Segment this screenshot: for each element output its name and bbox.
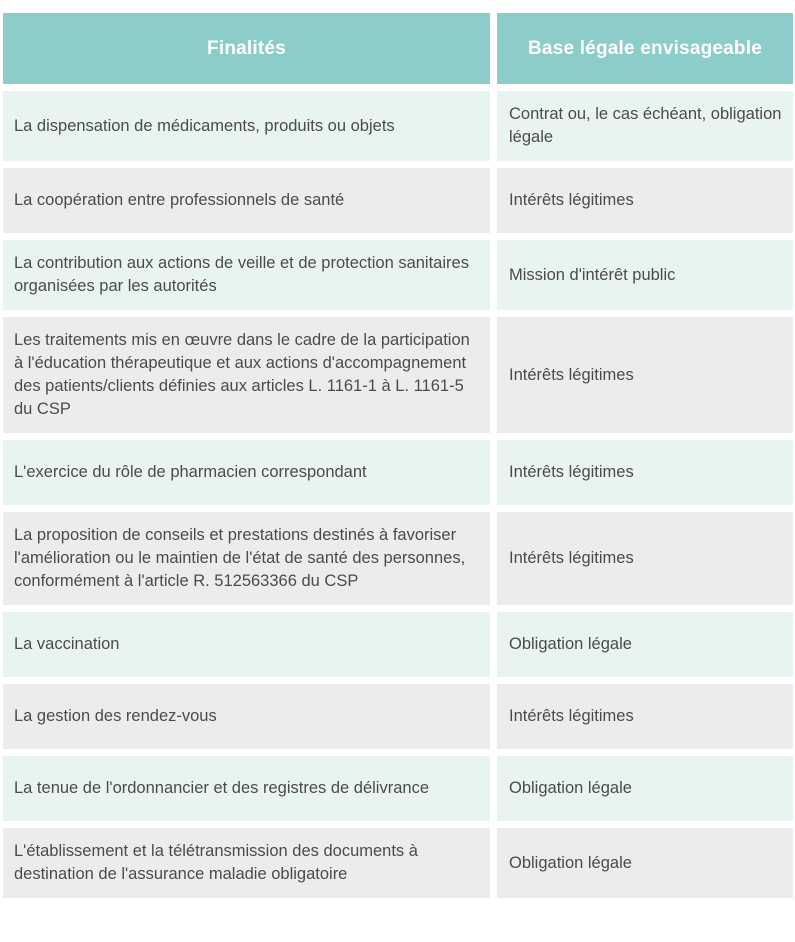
table-cell-base-legale: Intérêts légitimes xyxy=(497,168,793,233)
table-cell-base-legale: Intérêts légitimes xyxy=(497,440,793,505)
table-cell-finalite: Les traitements mis en œuvre dans le cadre de la participation à l'éducation thérapeutique et aux actions d'accompagnement des patients/clients définies aux articles L. 1161-1 à L. 1161-5 du CSP xyxy=(3,317,490,433)
table-cell-base-legale: Obligation légale xyxy=(497,756,793,821)
purposes-legal-basis-table xyxy=(3,13,793,898)
table-cell-base-legale: Intérêts légitimes xyxy=(497,512,793,605)
table-cell-finalite: La dispensation de médicaments, produits ou objets xyxy=(3,91,490,161)
table-cell-finalite: La coopération entre professionnels de santé xyxy=(3,168,490,233)
table-cell-base-legale: Mission d'intérêt public xyxy=(497,240,793,310)
table-cell-finalite: L'établissement et la télétransmission des documents à destination de l'assurance maladie obligatoire xyxy=(3,828,490,898)
table-cell-base-legale: Intérêts légitimes xyxy=(497,317,793,433)
table-cell-base-legale: Contrat ou, le cas échéant, obligation légale xyxy=(497,91,793,161)
table-cell-finalite: La vaccination xyxy=(3,612,490,677)
table-cell-finalite: La gestion des rendez-vous xyxy=(3,684,490,749)
table-cell-finalite: La tenue de l'ordonnancier et des registres de délivrance xyxy=(3,756,490,821)
column-header-base-legale: Base légale envisageable xyxy=(497,13,793,84)
table-cell-finalite: La contribution aux actions de veille et de protection sanitaires organisées par les autorités xyxy=(3,240,490,310)
table-cell-base-legale: Obligation légale xyxy=(497,612,793,677)
column-header-finalites: Finalités xyxy=(3,13,490,84)
table-cell-base-legale: Intérêts légitimes xyxy=(497,684,793,749)
table-cell-finalite: L'exercice du rôle de pharmacien correspondant xyxy=(3,440,490,505)
table-cell-base-legale: Obligation légale xyxy=(497,828,793,898)
table-cell-finalite: La proposition de conseils et prestations destinés à favoriser l'amélioration ou le maintien de l'état de santé des personnes, conformément à l'article R. 512563366 du CSP xyxy=(3,512,490,605)
